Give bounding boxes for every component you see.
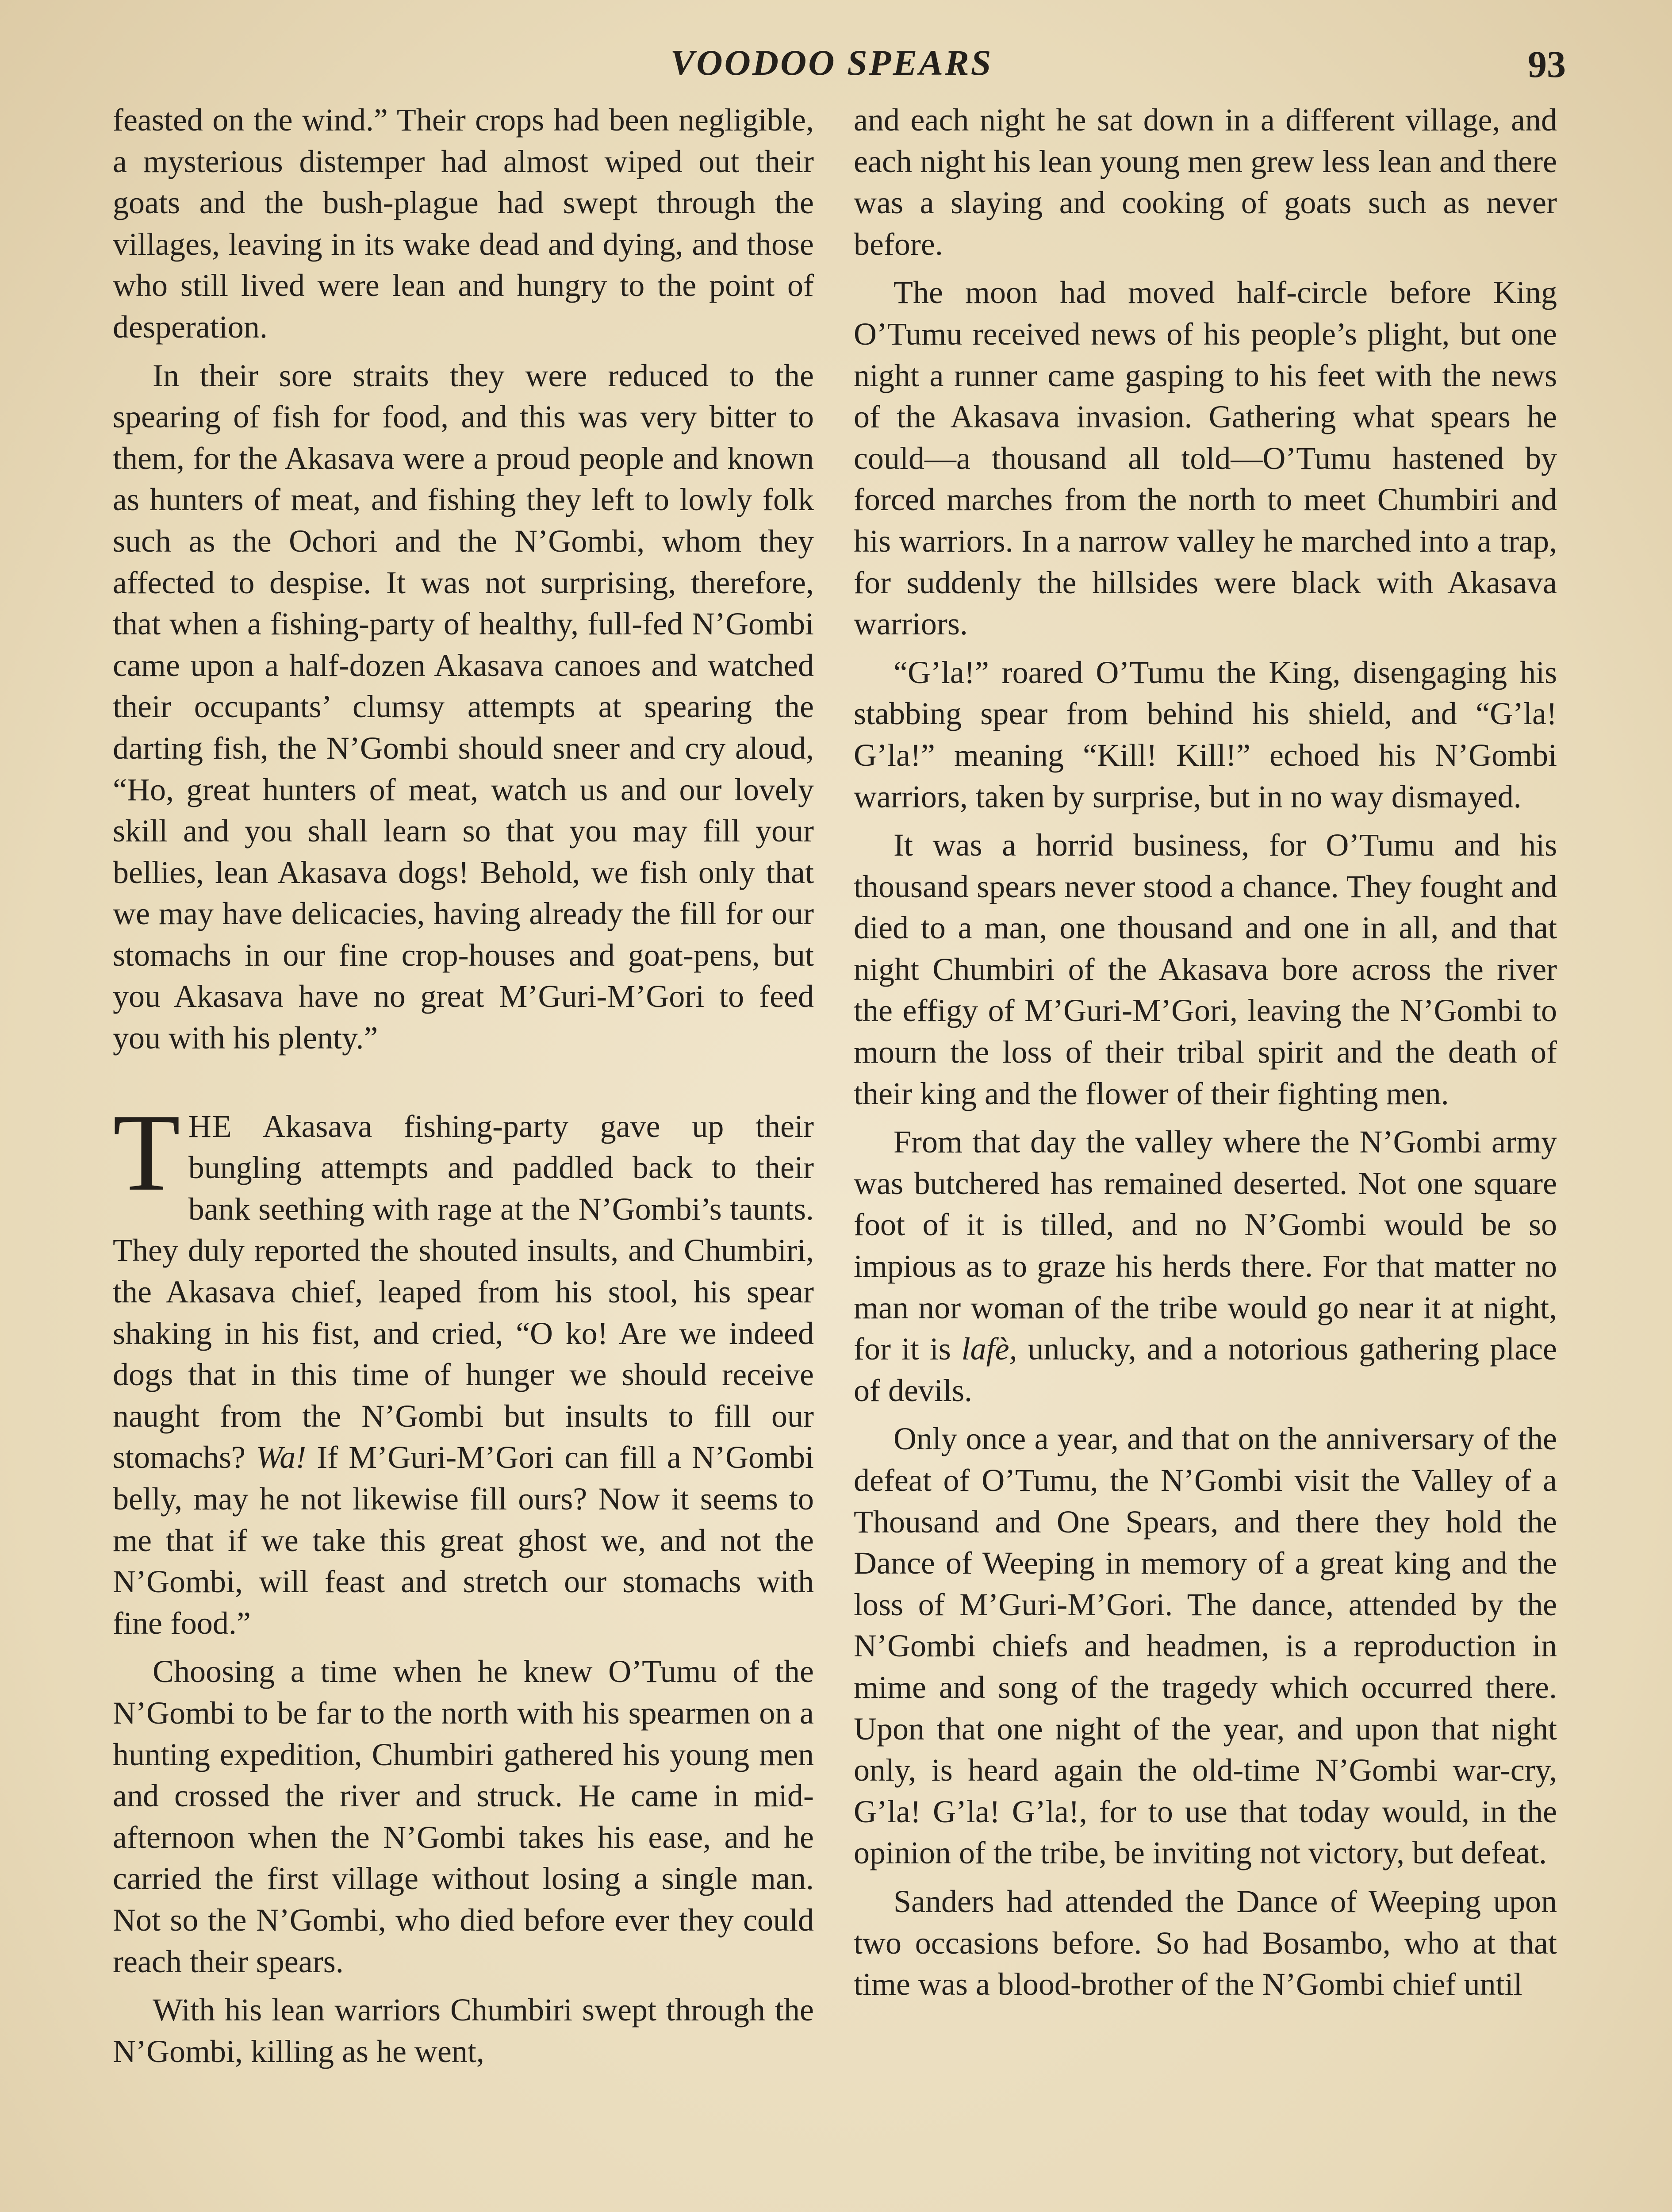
section-break: [113, 1066, 814, 1106]
page-number: 93: [1528, 43, 1566, 85]
paragraph: In their sore straits they were reduced to the spearing of fish for food, and this was very bitter to them, for the Akasava were a proud people and known as hunters of meat, and fishing they left to lowly folk such as the Ochori and the N’Gombi, whom they affected to despise. It was not surprising, therefore, that when a fishing-party of healthy, full-fed N’Gombi came upon a half-dozen Akasava canoes and watched their occupants’ clumsy attempts at spearing the darting fish, the N’Gombi should sneer and cry aloud, “Ho, great hunters of meat, watch us and our lovely skill and you shall learn so that you may fill your bellies, lean Akasava dogs! Behold, we fish only that we may have delicacies, having already the fill for our stomachs in our fine crop-houses and goat-pens, but you Akasava have no great M’Guri-M’Gori to feed you with his plenty.”: [113, 357, 814, 1056]
paragraph: Only once a year, and that on the anniversary of the defeat of O’Tumu, the N’Gombi visit the Valley of a Thousand and One Spears, and there they hold the Dance of Weeping in memory of a great king and the loss of M’Guri-M’Gori. The dance, attended by the N’Gombi chiefs and headmen, is a reproduction in mime and song of the tragedy which occurred there. Upon that one night of the year, and upon that night only, is heard again the old-time N’Gombi war-cry, G’la! G’la! G’la!, for to use that today would, in the opinion of the tribe, be inviting not victory, but defeat.: [854, 1421, 1557, 1871]
paragraph: and each night he sat down in a different village, and each night his lean young men grew less lean and there was a slaying and cooking of goats such as never before.: [854, 102, 1557, 262]
paragraph-text: unlucky, and a notorious gathering place of devils.: [854, 1331, 1557, 1408]
paragraph-text: Akasava fishing-party gave up their bungling attempts and paddled back to their bank seething with rage at the N’Gombi’s taunts. They duly reported the shouted insults, and Chumbiri, the Akasava chief, leaped from his stool, his spear shaking in his fist, and cried, “O ko! Are we indeed dogs that in this time of hunger we should receive naught from the N’Gombi but insults to fill our stomachs?: [113, 1108, 814, 1475]
paragraph: “G’la!” roared O’Tumu the King, disengaging his stabbing spear from behind his shield, and “G’la! G’la!” meaning “Kill! Kill!” echoed his N’Gombi warriors, taken by surprise, but in no way dismayed.: [854, 654, 1557, 814]
paragraph: feasted on the wind.” Their crops had been negligible, a mysterious distemper had almost wiped out their goats and the bush-plague had swept through the villages, leaving in its wake dead and dying, and those who still lived were lean and hungry to the point of desperation.: [113, 102, 814, 345]
paragraph-with-drop-cap: [113, 1091, 814, 1644]
paragraph: Choosing a time when he knew O’Tumu of the N’Gombi to be far to the north with his spearmen on a hunting expedition, Chumbiri gathered his young men and crossed the river and struck. He came in mid-afternoon when the N’Gombi takes his ease, and he carried the first village without losing a single man. Not so the N’Gombi, who died before ever they could reach their spears.: [113, 1654, 814, 1979]
paragraph: With his lean warriors Chumbiri swept through the N’Gombi, killing as he went,: [113, 1992, 814, 2069]
right-column: [854, 100, 1557, 2212]
paragraph: The moon had moved half-circle before King O’Tumu received news of his people’s plight, but one night a runner came gasping to his feet with the news of the Akasava invasion. Gathering what spears he could—a thousand all told—O’Tumu hastened by forced marches from the north to meet Chumbiri and his warriors. In a narrow valley he marched into a trap, for suddenly the hillsides were black with Akasava warriors.: [854, 275, 1557, 642]
paragraph: It was a horrid business, for O’Tumu and his thousand spears never stood a chance. They fought and died to a man, one thousand and one in all, and that night Chumbiri of the Akasava bore across the river the effigy of M’Guri-M’Gori, leaving the N’Gombi to mourn the loss of their tribal spirit and the death of their king and the flower of their fighting men.: [854, 827, 1557, 1111]
left-column: [113, 100, 814, 2212]
italic-text: Wa!: [256, 1440, 307, 1475]
drop-cap: T: [113, 1091, 180, 1214]
paragraph-text: From that day the valley where the N’Gombi army was butchered has remained deserted. Not one square foot of it is tilled, and no N’Gombi would be so impious as to graze his herds there. For that matter no man nor woman of the tribe would go near it at night, for it is: [854, 1124, 1557, 1367]
small-caps-lead: HE: [188, 1108, 233, 1144]
running-title: VOODOO SPEARS: [670, 42, 993, 83]
paragraph: Sanders had attended the Dance of Weeping upon two occasions before. So had Bosambo, who at that time was a blood-brother of the N’Gombi chief until: [854, 1883, 1557, 2002]
paragraph-text: If M’Guri-M’Gori can fill a N’Gombi belly, may he not likewise fill ours? Now it seems to me that if we take this great ghost we, and not the N’Gombi, will feast and stretch our stomachs with fine food.”: [113, 1440, 814, 1641]
page-header: [0, 42, 1672, 95]
italic-text: lafè,: [961, 1331, 1017, 1367]
paragraph: [854, 1121, 1557, 1411]
